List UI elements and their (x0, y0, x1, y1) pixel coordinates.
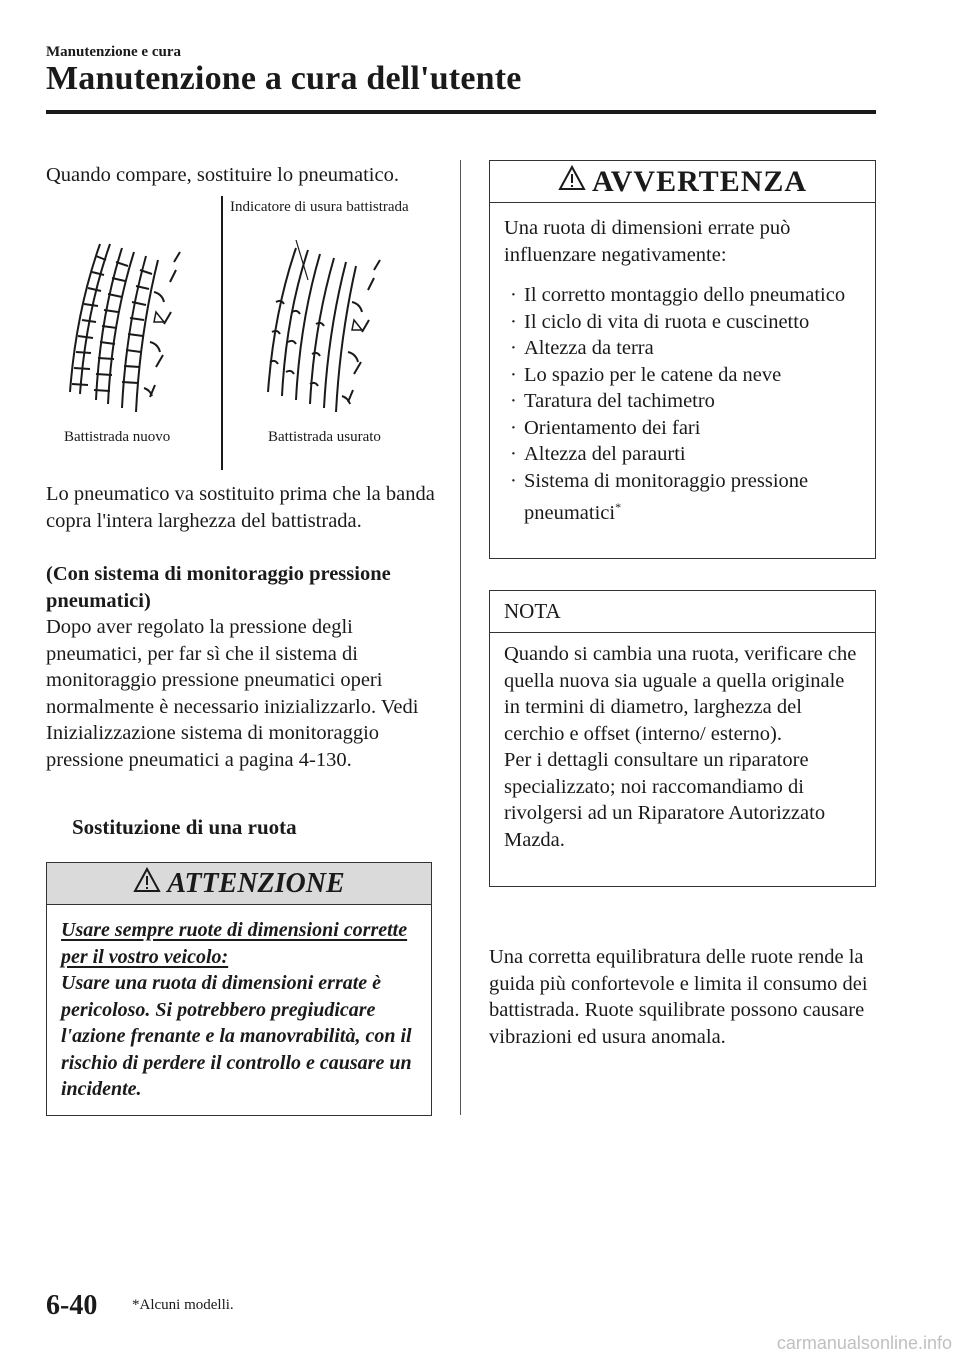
balance-paragraph: Una corretta equilibratura delle ruote rende la guida più confortevole e limita il consumo dei battistrada. Ruote squilibrate possono causare vibrazioni ed usura anomala. (489, 946, 868, 1048)
list-item: · Orientamento dei fari (504, 415, 861, 442)
warning-intro: Una ruota di dimensioni errate può influenzare negativamente: (504, 217, 791, 266)
indicator-label: Indicatore di usura battistrada (230, 199, 409, 215)
caution-box (46, 862, 432, 1116)
title-rule (46, 110, 876, 114)
list-item: · Taratura del tachimetro (504, 388, 861, 415)
page-number: 6-40 (46, 1290, 98, 1321)
caution-text: Usare una ruota di dimensioni errate è pericoloso. Si potrebbero pregiudicare l'azione frenante e la manovrabilità, con il rischio di perdere il controllo e causare un incidente. (61, 972, 412, 1100)
column-divider (460, 160, 461, 1115)
new-tread-label: Battistrada nuovo (64, 429, 171, 445)
warning-triangle-icon (558, 165, 586, 199)
footnote: *Alcuni modelli. (132, 1297, 234, 1313)
intro-text: Quando compare, sostituire lo pneumatico. (46, 164, 399, 186)
tread-wear-figure (46, 192, 446, 474)
worn-tread-label: Battistrada usurato (268, 429, 381, 445)
tpms-paragraph: Dopo aver regolato la pressione degli pneumatici, per far sì che il sistema di monitoraggio pressione pneumatici operi normalmente è necessario inizializzarlo. Vedi Inizializzazione sistema di monitoraggio pressione pneumatici a pagina 4-130. (46, 616, 419, 771)
list-item: · Altezza da terra (504, 335, 861, 362)
note-title: NOTA (504, 599, 561, 623)
warning-box (489, 160, 876, 559)
footnote-mark: * (615, 500, 622, 514)
list-item: · Il ciclo di vita di ruota e cuscinetto (504, 309, 861, 336)
warning-list (504, 282, 861, 526)
note-text-2: Per i dettagli consultare un riparatore specializzato; noi raccomandiamo di rivolgersi ad un Riparatore Autorizzato Mazda. (504, 749, 826, 851)
section-label: Manutenzione e cura (46, 44, 181, 60)
note-box (489, 590, 876, 887)
warning-title: AVVERTENZA (591, 164, 808, 198)
warning-header (490, 161, 875, 203)
list-item: · Altezza del paraurti (504, 441, 861, 468)
replacement-paragraph: Lo pneumatico va sostituito prima che la banda copra l'intera larghezza del battistrada. (46, 483, 435, 532)
caution-header (47, 863, 431, 905)
note-header (490, 591, 875, 633)
list-item: · Sistema di monitoraggio pressione pneumatici* (504, 468, 861, 527)
note-text-1: Quando si cambia una ruota, verificare che quella nuova sia uguale a quella originale in termini di diametro, larghezza del cerchio e offset (interno/ esterno). (504, 643, 857, 745)
tpms-heading: (Con sistema di monitoraggio pressione pneumatici) (46, 563, 391, 612)
wheel-replacement-heading: Sostituzione di una ruota (72, 815, 297, 839)
warning-triangle-icon (133, 867, 161, 901)
list-item: · Lo spazio per le catene da neve (504, 362, 861, 389)
list-item: · Il corretto montaggio dello pneumatico (504, 282, 861, 309)
caution-underlined-text: Usare sempre ruote di dimensioni corrette per il vostro veicolo: (61, 919, 408, 968)
watermark: carmanualsonline.info (776, 1333, 952, 1353)
caution-title: ATTENZIONE (167, 867, 345, 899)
page-title: Manutenzione a cura dell'utente (46, 60, 522, 97)
